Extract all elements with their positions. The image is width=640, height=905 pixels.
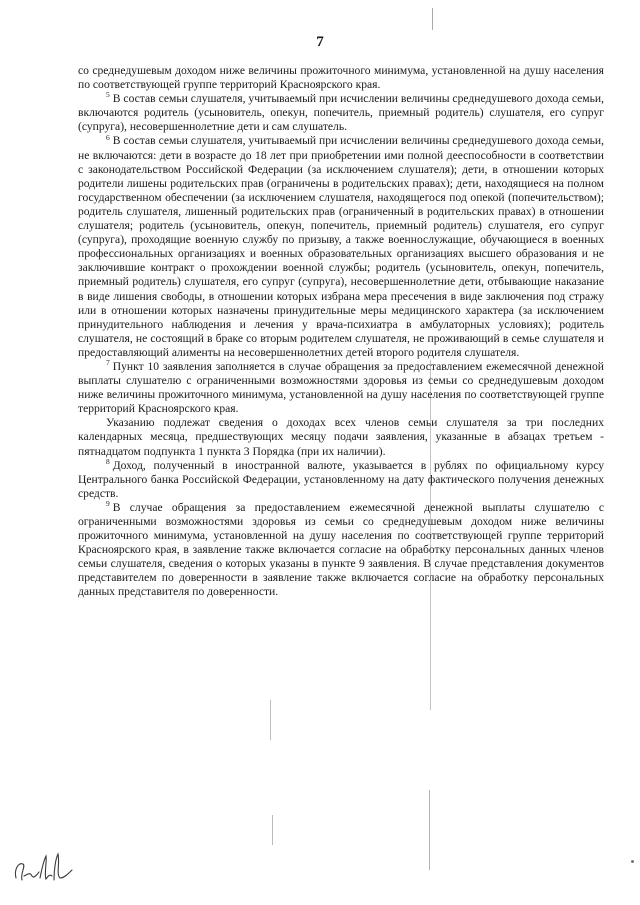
paragraph-text: В случае обращения за предоставлением ежемесячной денежной выплаты слушателю с ограниченными возможностями здоровья из семьи со среднедушевым доходом ниже величины прожиточного минимума, установленной на душу населения по соответствующей группе территорий Красноярского края, в заявление также включается согласие на обработку персональных данных членов семьи слушателя, сведения о которых указаны в пункте 9 заявления. В случае представления документов представителем по доверенности в заявление также включается согласие на обработку персональных данных представителя по доверенности. <box>78 500 604 599</box>
footnote-marker: 9 <box>106 499 110 509</box>
handwritten-signature <box>10 848 78 888</box>
scan-artifact-line <box>432 8 433 30</box>
footnote-marker: 7 <box>106 358 110 368</box>
document-body <box>78 64 604 600</box>
footnote-marker: 6 <box>106 132 110 142</box>
scan-artifact-line <box>272 815 273 845</box>
paragraph-text: Указанию подлежат сведения о доходах всех членов семьи слушателя за три последних календарных месяца, предшествующих месяцу подачи заявления, указанные в абзацах третьем - пятнадцатом подпункта 1 пункта 3 Порядка (при их наличии). <box>78 416 604 458</box>
paragraph-text: со среднедушевым доходом ниже величины прожиточного минимума, установленной на душу населения по соответствующей группе территорий Красноярского края. <box>78 64 604 92</box>
scan-artifact-line <box>270 700 271 740</box>
footnote-7 <box>78 360 604 416</box>
footnote-9 <box>78 501 604 600</box>
footnote-6 <box>78 134 604 360</box>
footnote-marker: 5 <box>106 90 110 100</box>
footnote-5 <box>78 92 604 134</box>
paragraph-text: Пункт 10 заявления заполняется в случае обращения за предоставлением ежемесячной денежной выплаты слушателю с ограниченными возможностями здоровья из семьи со среднедушевым доходом ниже величины прожиточного минимума, установленной на душу населения по соответствующей группе территорий Красноярского края. <box>78 359 604 416</box>
footnote-8 <box>78 456 604 501</box>
scan-artifact-line <box>430 360 431 710</box>
paragraph-continuation <box>78 64 604 92</box>
scan-artifact-line <box>429 790 430 870</box>
paragraph-text: В состав семьи слушателя, учитываемый при исчислении величины среднедушевого дохода семьи, не включаются: дети в возрасте до 18 лет при приобретении ими полной дееспособности в соответствии с законодательством Российской Федерации (за исключением слушателя); дети, в отношении которых родители лишены родительских прав (ограничены в родительских правах); дети, находящиеся на полном государственном обеспечении (за исключением слушателя, находящегося под опекой (попечительством); родитель слушателя, лишенный родительских прав (ограниченный в родительских правах) в отношении слушателя; родитель (усыновитель, опекун, попечитель, приемный родитель) слушателя, его супруг (супруга), проходящие военную службу по призыву, а также военнослужащие, обучающиеся в военных профессиональных организациях и военных образовательных организациях высшего образования и не заключившие контракт о прохождении военной службы; родитель (усыновитель, опекун, попечитель, приемный родитель) слушателя, его супруг (супруга), несовершеннолетние дети, отбывающие наказание в виде лишения свободы, в отношении которых избрана мера пресечения в виде заключения под стражу или в отношении которых назначены принудительные меры медицинского характера (за исключением принудительного наблюдения и лечения у врача-психиатра в амбулаторных условиях); родитель слушателя, не состоящий в браке со вторым родителем слушателя, не проживающий в семье слушателя и предоставляющий алименты на несовершеннолетних детей второго родителя слушателя. <box>78 134 604 359</box>
paragraph-text: Доход, полученный в иностранной валюте, указывается в рублях по официальному курсу Центрального банка Российской Федерации, установленному на дату фактического получения денежных средств. <box>78 458 604 500</box>
paragraph-text: В состав семьи слушателя, учитываемый при исчислении величины среднедушевого дохода семьи, включаются родитель (усыновитель, опекун, попечитель, приемный родитель) слушателя, его супруг (супруга), несовершеннолетние дети и сам слушатель. <box>78 92 604 134</box>
scan-speck <box>631 860 634 863</box>
paragraph-income-info <box>78 416 604 458</box>
footnote-marker: 8 <box>106 456 110 466</box>
page-number: 7 <box>316 34 324 50</box>
